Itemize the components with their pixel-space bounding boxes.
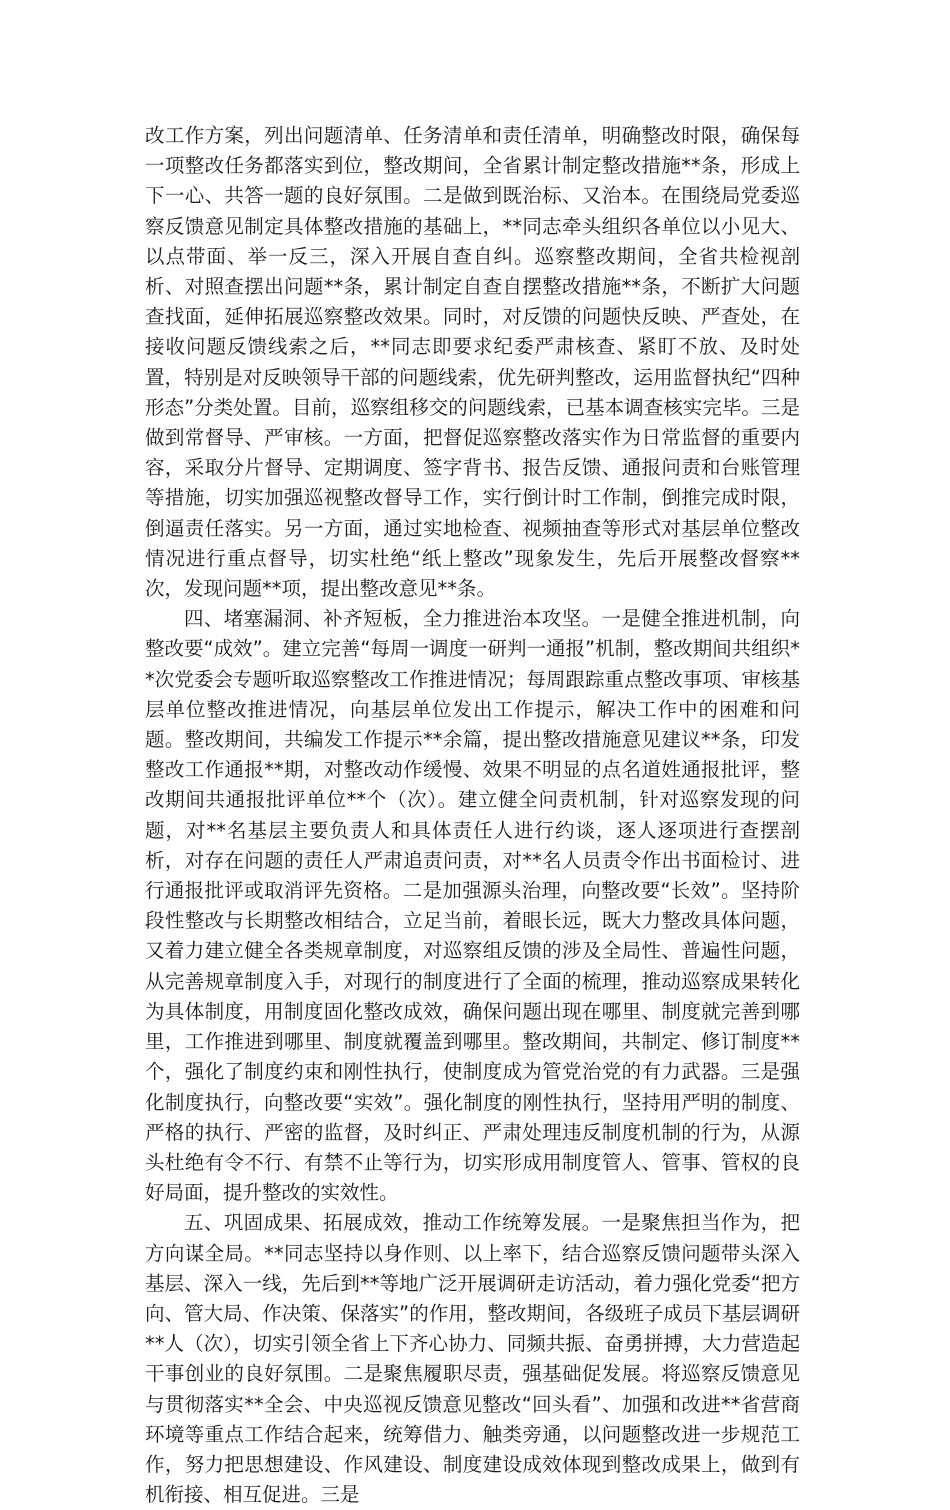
paragraph-continuation: 改工作方案，列出问题清单、任务清单和责任清单，明确整改时限，确保每一项整改任务都落实到位，整改期间，全省累计制定整改措施**条，形成上下一心、共答一题的良好氛围。二是做到既治标、又治本。在围绕局党委巡察反馈意见制定具体整改措施的基础上，**同志牵头组织各单位以小见大、以点带面、举一反三，深入开展自查自纠。巡察整改期间，全省共检视剖析、对照查摆出问题**条，累计制定自查自摆整改措施**条，不断扩大问题查找面，延伸拓展巡察整改效果。同时，对反馈的问题快反映、严查处，在接收问题反馈线索之后，**同志即要求纪委严肃核查、紧盯不放、及时处置，特别是对反映领导干部的问题线索，优先研判整改，运用监督执纪“四种形态”分类处置。目前，巡察组移交的问题线索，已基本调查核实完毕。三是做到常督导、严审核。一方面，把督促巡察整改落实作为日常监督的重要内容，采取分片督导、定期调度、签字背书、报告反馈、通报问责和台账管理等措施，切实加强巡视整改督导工作，实行倒计时工作制，倒推完成时限，倒逼责任落实。另一方面，通过实地检查、视频抽查等形式对基层单位整改情况进行重点督导，切实杜绝“纸上整改”现象发生，先后开展整改督察**次，发现问题**项，提出整改意见**条。 [145,124,800,601]
document-page [145,121,800,1510]
paragraph-section-five: 五、巩固成果、拓展成效，推动工作统筹发展。一是聚焦担当作为，把方向谋全局。**同志坚持以身作则、以上率下，结合巡察反馈问题带头深入基层、深入一线，先后到**等地广泛开展调研走访活动，着力强化党委“把方向、管大局、作决策、保落实”的作用，整改期间，各级班子成员下基层调研**人（次），切实引领全省上下齐心协力、同频共振、奋勇拼搏，大力营造起干事创业的良好氛围。二是聚焦履职尽责，强基础促发展。将巡察反馈意见与贯彻落实**全会、中央巡视反馈意见整改“回头看”、加强和改进**省营商环境等重点工作结合起来，统筹借力、触类旁通，以问题整改进一步规范工作，努力把思想建设、作风建设、制度建设成效体现到整改成果上，做到有机衔接、相互促进。三是 [145,1211,800,1507]
paragraph-section-four: 四、堵塞漏洞、补齐短板，全力推进治本攻坚。一是健全推进机制，向整改要“成效”。建立完善“每周一调度一研判一通报”机制，整改期间共组织**次党委会专题听取巡察整改工作推进情况；每周跟踪重点整改事项、审核基层单位整改推进情况，向基层单位发出工作提示，解决工作中的困难和问题。整改期间，共编发工作提示**余篇，提出整改措施意见建议**条，印发整改工作通报**期，对整改动作缓慢、效果不明显的点名道姓通报批评，整改期间共通报批评单位**个（次）。建立健全问责机制，针对巡察发现的问题，对**名基层主要负责人和具体责任人进行约谈，逐人逐项进行查摆剖析，对存在问题的责任人严肃追责问责，对**名人员责令作出书面检讨、进行通报批评或取消评先资格。二是加强源头治理，向整改要“长效”。坚持阶段性整改与长期整改相结合，立足当前，着眼长远，既大力整改具体问题，又着力建立健全各类规章制度，对巡察组反馈的涉及全局性、普遍性问题，从完善规章制度入手，对现行的制度进行了全面的梳理，推动巡察成果转化为具体制度，用制度固化整改成效，确保问题出现在哪里、制度就完善到哪里，工作推进到哪里、制度就覆盖到哪里。整改期间，共制定、修订制度**个，强化了制度约束和刚性执行，使制度成为管党治党的有力武器。三是强化制度执行，向整改要“实效”。强化制度的刚性执行，坚持用严明的制度、严格的执行、严密的监督，及时纠正、严肃处理违反制度机制的行为，从源头杜绝有令不行、有禁不止等行为，切实形成用制度管人、管事、管权的良好局面，提升整改的实效性。 [145,607,800,1205]
